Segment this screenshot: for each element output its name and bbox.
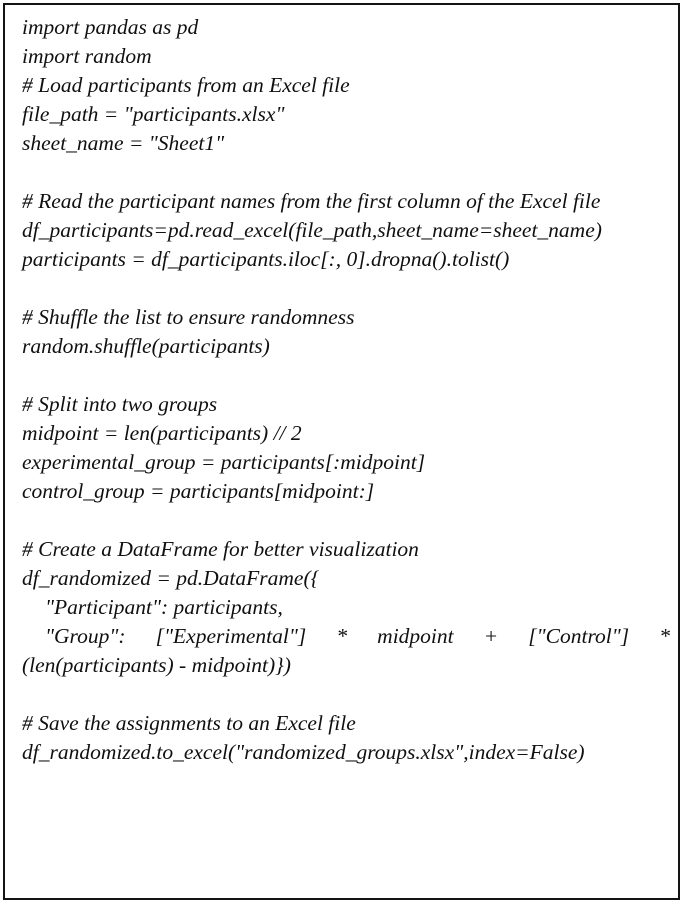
code-blank-line (22, 158, 670, 187)
code-line: "Participant": participants, (45, 595, 283, 619)
code-blank-line (22, 361, 670, 390)
code-line: midpoint = len(participants) // 2 (22, 421, 302, 445)
code-blank-line (22, 680, 670, 709)
code-listing (22, 13, 670, 767)
code-line: # Read the participant names from the first column of the Excel file (22, 189, 601, 213)
code-line: df_randomized.to_excel("randomized_groups.xlsx",index=False) (22, 740, 585, 764)
code-line: import random (22, 44, 152, 68)
code-line: # Load participants from an Excel file (22, 73, 350, 97)
code-line: sheet_name = "Sheet1" (22, 131, 225, 155)
code-figure-box (3, 3, 680, 900)
code-line: (len(participants) - midpoint)}) (22, 653, 291, 677)
code-line: experimental_group = participants[:midpoint] (22, 450, 426, 474)
code-line: # Save the assignments to an Excel file (22, 711, 356, 735)
code-line: "Group": ["Experimental"] * midpoint + ["Control"] * (45, 624, 670, 648)
code-line: file_path = "participants.xlsx" (22, 102, 285, 126)
code-line: import pandas as pd (22, 15, 199, 39)
code-line: random.shuffle(participants) (22, 334, 270, 358)
code-line: participants = df_participants.iloc[:, 0].dropna().tolist() (22, 247, 510, 271)
code-blank-line (22, 506, 670, 535)
code-line: # Split into two groups (22, 392, 218, 416)
code-line: # Shuffle the list to ensure randomness (22, 305, 355, 329)
code-line: control_group = participants[midpoint:] (22, 479, 375, 503)
code-line: df_participants=pd.read_excel(file_path,sheet_name=sheet_name) (22, 218, 602, 242)
code-line: df_randomized = pd.DataFrame({ (22, 566, 320, 590)
code-line: # Create a DataFrame for better visualization (22, 537, 419, 561)
code-blank-line (22, 274, 670, 303)
